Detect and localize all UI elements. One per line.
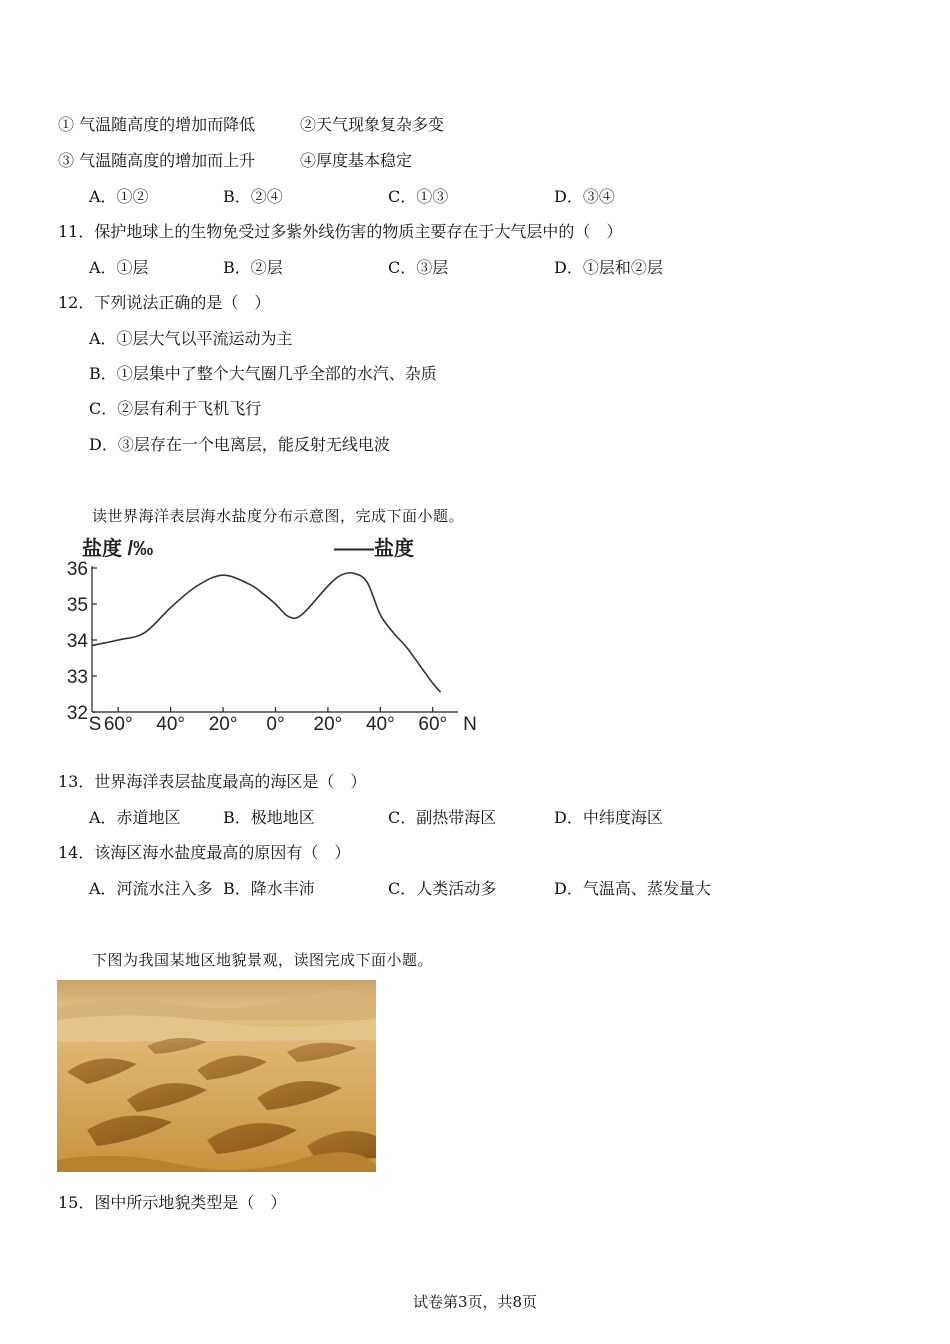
- q11-option-d: D．①层和②层: [554, 258, 663, 277]
- q11-stem: 11．保护地球上的生物免受过多紫外线伤害的物质主要存在于大气层中的（ ）: [58, 222, 623, 241]
- statement-3: ③ 气温随高度的增加而上升: [58, 151, 256, 170]
- x-tick-label: 60°: [103, 714, 133, 735]
- salinity-series-line: [92, 573, 441, 692]
- q12-option-b: B．①层集中了整个大气圈几乎全部的水汽、杂质: [89, 364, 437, 383]
- q11-option-a: A．①层: [89, 258, 149, 277]
- x-tick-label: 40°: [365, 714, 395, 735]
- statement-2: ②天气现象复杂多变: [300, 115, 445, 134]
- desert-dunes-photo: [57, 980, 376, 1172]
- q10-option-d: D．③④: [554, 187, 615, 206]
- statement-4: ④厚度基本稳定: [300, 151, 413, 170]
- q13-option-c: C．副热带海区: [388, 808, 497, 827]
- q14-option-b: B．降水丰沛: [223, 879, 315, 898]
- q13-option-d: D．中纬度海区: [554, 808, 663, 827]
- y-tick-label: 32: [66, 703, 88, 724]
- q14-stem: 14．该海区海水盐度最高的原因有（ ）: [58, 843, 351, 862]
- q12-stem: 12．下列说法正确的是（ ）: [58, 293, 271, 312]
- q10-option-a: A．①②: [89, 187, 149, 206]
- q11-option-c: C．③层: [388, 258, 449, 277]
- x-tick-label: 0°: [266, 714, 285, 735]
- q12-option-a: A．①层大气以平流运动为主: [89, 329, 293, 348]
- q12-option-d: D．③层存在一个电离层，能反射无线电波: [89, 435, 390, 454]
- x-tick-label: 60°: [418, 714, 448, 735]
- x-tick-label: 20°: [313, 714, 343, 735]
- y-tick-label: 35: [66, 595, 88, 616]
- page-footer: 试卷第3页，共8页: [412, 1293, 538, 1311]
- q10-option-b: B．②④: [223, 187, 283, 206]
- q15-stem: 15．图中所示地貌类型是（ ）: [58, 1193, 287, 1212]
- y-tick-label: 34: [66, 631, 88, 652]
- q12-option-c: C．②层有利于飞机飞行: [89, 399, 262, 418]
- y-tick-label: 33: [66, 667, 88, 688]
- x-tick-label: N: [463, 714, 477, 735]
- q14-option-d: D．气温高、蒸发量大: [554, 879, 711, 898]
- q11-option-b: B．②层: [223, 258, 283, 277]
- y-tick-label: 36: [66, 559, 88, 580]
- x-tick-label: 40°: [156, 714, 186, 735]
- q13-option-b: B．极地地区: [223, 808, 315, 827]
- landform-intro: 下图为我国某地区地貌景观，读图完成下面小题。: [92, 951, 434, 969]
- chart-ylabel: 盐度 /‰: [82, 538, 154, 560]
- q10-option-c: C．①③: [388, 187, 449, 206]
- salinity-intro: 读世界海洋表层海水盐度分布示意图，完成下面小题。: [92, 507, 465, 525]
- salinity-chart: [58, 530, 488, 740]
- x-tick-label: 20°: [208, 714, 238, 735]
- x-tick-label: S: [88, 714, 102, 735]
- chart-legend: ——盐度: [334, 538, 414, 560]
- q13-stem: 13．世界海洋表层盐度最高的海区是（ ）: [58, 772, 367, 791]
- q13-option-a: A．赤道地区: [89, 808, 181, 827]
- statement-1: ① 气温随高度的增加而降低: [58, 115, 256, 134]
- q14-option-a: A．河流水注入多: [89, 879, 213, 898]
- q14-option-c: C．人类活动多: [388, 879, 497, 898]
